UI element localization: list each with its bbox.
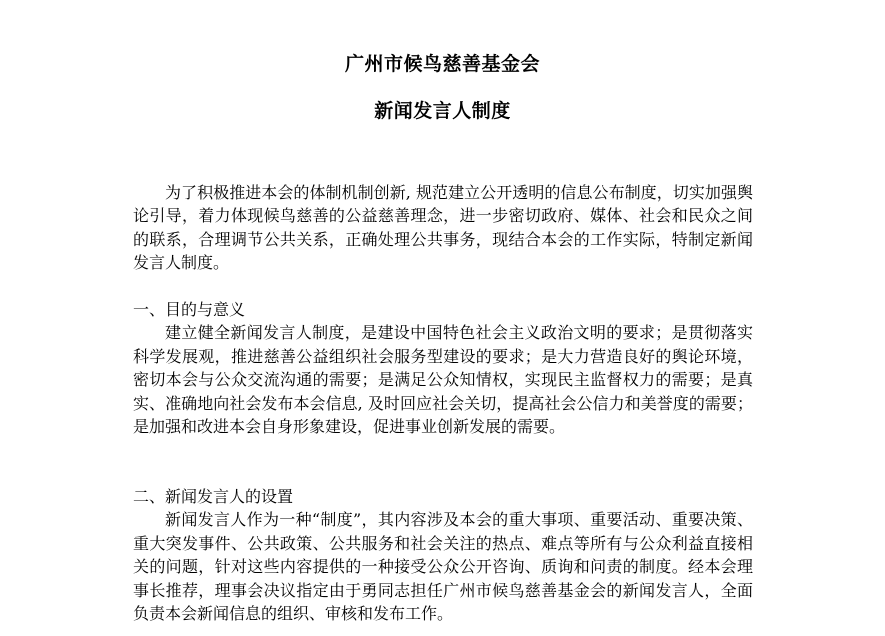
intro-section	[133, 181, 753, 275]
section-purpose	[133, 298, 753, 438]
section-heading: 二、新闻发言人的设置	[133, 487, 294, 506]
section-paragraph: 新闻发言人作为一种“制度”，其内容涉及本会的重大事项、重要活动、重要决策、重大突发事件、公共政策、公共服务和社会关注的热点、难点等所有与公众利益直接相关的问题，针对这些内容提供的一种接受公众公开咨询、质询和问责的制度。经本会理事长推荐，理事会决议指定由于勇同志担任广州市候鸟慈善基金会的新闻发言人，全面负责本会新闻信息的组织、审核和发布工作。	[133, 510, 753, 624]
intro-paragraph: 为了积极推进本会的体制机制创新, 规范建立公开透明的信息公布制度，切实加强舆论引导，着力体现候鸟慈善的公益慈善理念，进一步密切政府、媒体、社会和民众之间的联系，合理调节公共关系，正确处理公共事务，现结合本会的工作实际，特制定新闻发言人制度。	[133, 183, 753, 273]
document-subtitle: 新闻发言人制度	[374, 100, 511, 122]
section-paragraph: 建立健全新闻发言人制度，是建设中国特色社会主义政治文明的要求；是贯彻落实科学发展观，推进慈善公益组织社会服务型建设的要求；是大力营造良好的舆论环境，密切本会与公众交流沟通的需要；是满足公众知情权，实现民主监督权力的需要；是真实、准确地向社会发布本会信息, 及时回应社会关切，提高社会公信力和美誉度的需要；是加强和改进本会自身形象建设，促进事业创新发展的需要。	[133, 323, 753, 437]
section-spokesperson-setup	[133, 485, 753, 625]
document-title: 广州市候鸟慈善基金会	[344, 53, 540, 75]
section-heading: 一、目的与意义	[133, 300, 246, 319]
